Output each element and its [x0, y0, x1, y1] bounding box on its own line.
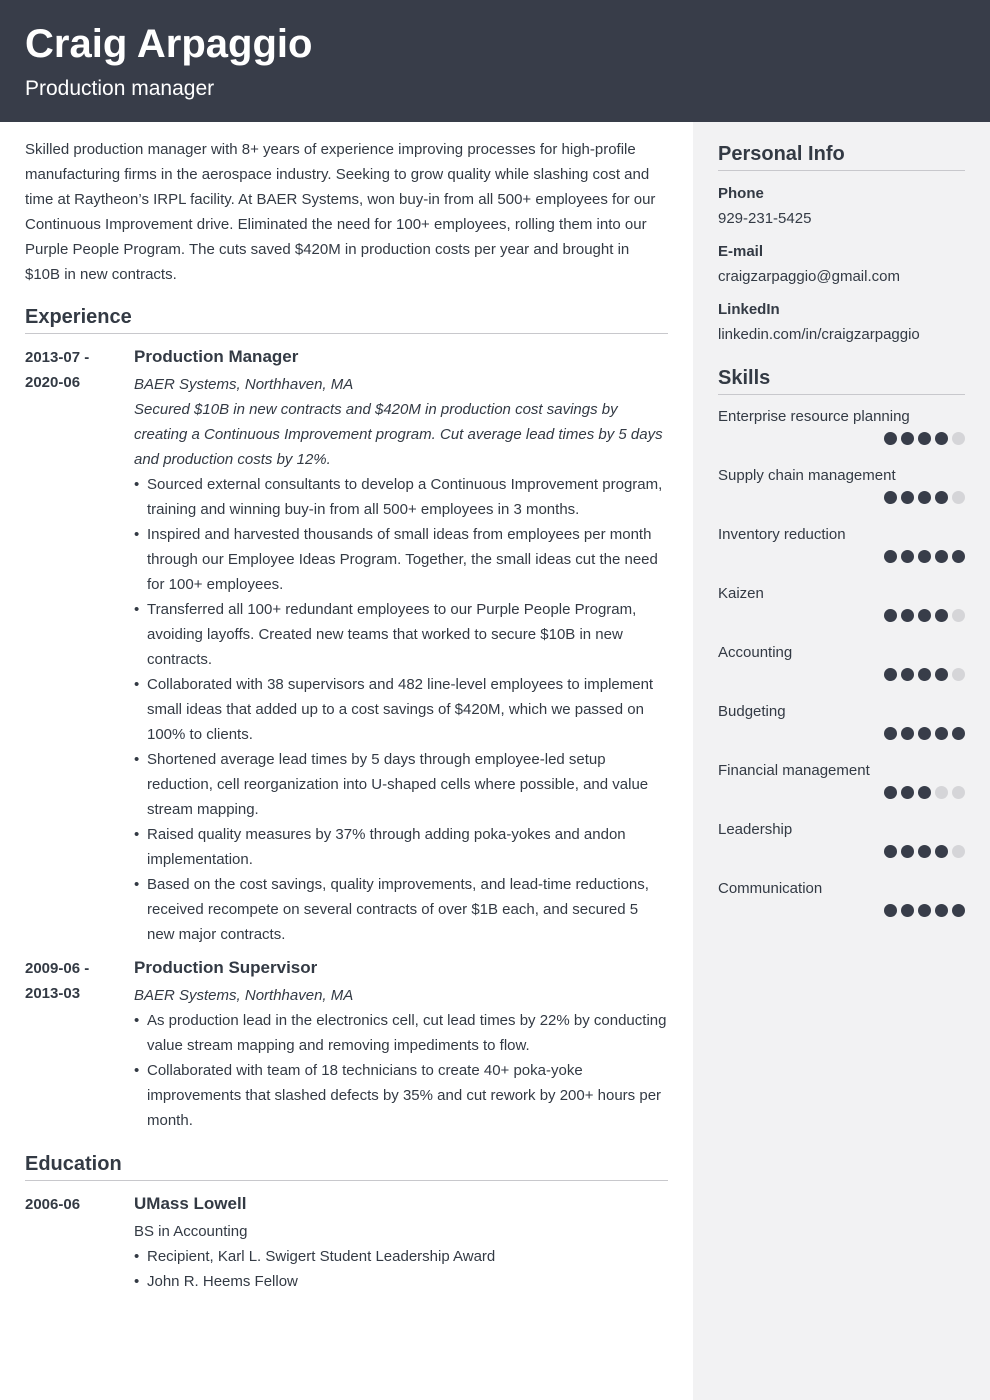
skill-rating	[884, 904, 965, 917]
skill-rating	[884, 491, 965, 504]
school-name: UMass Lowell	[134, 1194, 247, 1213]
rating-dot-filled	[935, 845, 948, 858]
rating-dot-filled	[884, 845, 897, 858]
skill-item	[718, 879, 965, 938]
rating-dot-empty	[952, 491, 965, 504]
rating-dot-empty	[952, 845, 965, 858]
rating-dot-filled	[884, 491, 897, 504]
phone-label: Phone	[718, 185, 764, 202]
rating-dot-filled	[901, 904, 914, 917]
list-item: • Inspired and harvested thousands of small ideas from employees per month through our Employee Ideas Program. Together, the small ideas cut the need for 100+ employees.	[134, 522, 668, 597]
experience-dates	[25, 345, 134, 947]
skills-heading: Skills	[718, 366, 965, 395]
email-value: craigzarpaggio@gmail.com	[718, 268, 900, 285]
rating-dot-filled	[935, 432, 948, 445]
main-column	[25, 137, 668, 1294]
experience-heading: Experience	[25, 305, 668, 334]
rating-dot-filled	[935, 668, 948, 681]
rating-dot-filled	[935, 609, 948, 622]
rating-dot-filled	[918, 668, 931, 681]
experience-dates	[25, 956, 134, 1133]
rating-dot-empty	[935, 786, 948, 799]
rating-dot-empty	[952, 668, 965, 681]
candidate-title: Production manager	[25, 77, 215, 100]
rating-dot-empty	[952, 786, 965, 799]
skill-name: Leadership	[718, 821, 793, 838]
rating-dot-filled	[918, 550, 931, 563]
rating-dot-filled	[884, 904, 897, 917]
rating-dot-filled	[884, 609, 897, 622]
skill-name: Accounting	[718, 644, 793, 661]
job-description: Secured $10B in new contracts and $420M in production cost savings by creating a Continuous Improvement program. Cut average lead times by 5 days and production costs by 12%.	[134, 401, 663, 468]
email-label: E-mail	[718, 243, 764, 260]
skill-name: Supply chain management	[718, 467, 896, 484]
rating-dot-filled	[901, 727, 914, 740]
rating-dot-filled	[918, 786, 931, 799]
company: BAER Systems, Northhaven, MA	[134, 376, 354, 393]
experience-entry	[25, 956, 668, 1133]
linkedin-value: linkedin.com/in/craigzarpaggio	[718, 326, 920, 343]
degree: BS in Accounting	[134, 1223, 248, 1240]
rating-dot-filled	[884, 727, 897, 740]
rating-dot-filled	[952, 550, 965, 563]
education-heading: Education	[25, 1152, 668, 1181]
list-item: • Shortened average lead times by 5 days through employee-led setup reduction, cell reorganization into U-shaped cells where possible, and value stream mapping.	[134, 747, 668, 822]
list-item: • Based on the cost savings, quality improvements, and lead-time reductions, received recompete on several contracts of over $1B each, and secured 5 new major contracts.	[134, 872, 668, 947]
skill-rating	[884, 786, 965, 799]
rating-dot-filled	[935, 491, 948, 504]
skill-rating	[884, 432, 965, 445]
skill-name: Enterprise resource planning	[718, 408, 910, 425]
rating-dot-filled	[901, 668, 914, 681]
rating-dot-filled	[901, 432, 914, 445]
rating-dot-filled	[952, 727, 965, 740]
job-bullets	[134, 1008, 668, 1133]
rating-dot-filled	[901, 609, 914, 622]
skill-item	[718, 820, 965, 879]
rating-dot-filled	[901, 550, 914, 563]
rating-dot-filled	[935, 904, 948, 917]
skill-rating	[884, 668, 965, 681]
skill-rating	[884, 727, 965, 740]
summary: Skilled production manager with 8+ years of experience improving processes for high-profile manufacturing firms in the aerospace industry. Seeking to grow quality while slashing cost and time at Raytheon’s IRPL facility. At BAER Systems, won buy-in from all 500+ employees for our Continuous Improvement drive. Eliminated the need for 100+ employees, rolling them into our Purple People Program. The cuts saved $420M in production costs per year and brought in $10B in new contracts.	[25, 141, 656, 283]
personal-info-section	[718, 142, 965, 345]
skill-name: Communication	[718, 880, 823, 897]
job-title: Production Supervisor	[134, 958, 318, 977]
education-bullets	[134, 1244, 668, 1294]
list-item: • Raised quality measures by 37% through adding poka-yokes and andon implementation.	[134, 822, 668, 872]
list-item: • Collaborated with 38 supervisors and 482 line-level employees to implement small ideas that added up to a cost savings of $420M, which we passed on 100% to clients.	[134, 672, 668, 747]
rating-dot-filled	[884, 550, 897, 563]
list-item: • Transferred all 100+ redundant employees to our Purple People Program, avoiding layoffs. Created new teams that worked to secure $10B in new contracts.	[134, 597, 668, 672]
date-start: 2009-06 -	[25, 960, 90, 977]
phone-value: 929-231-5425	[718, 210, 812, 227]
skill-rating	[884, 845, 965, 858]
rating-dot-filled	[884, 432, 897, 445]
education-entry	[25, 1192, 668, 1294]
skill-rating	[884, 550, 965, 563]
linkedin-label: LinkedIn	[718, 301, 780, 318]
skills-section	[718, 366, 965, 938]
skill-name: Inventory reduction	[718, 526, 846, 543]
skills-list	[718, 407, 965, 938]
rating-dot-empty	[952, 432, 965, 445]
rating-dot-empty	[952, 609, 965, 622]
skill-item	[718, 584, 965, 643]
rating-dot-filled	[952, 904, 965, 917]
candidate-name: Craig Arpaggio	[25, 22, 313, 66]
skill-item	[718, 525, 965, 584]
list-item: • Recipient, Karl L. Swigert Student Leadership Award	[134, 1244, 668, 1269]
resume-header	[0, 0, 990, 122]
skill-name: Financial management	[718, 762, 870, 779]
rating-dot-filled	[901, 786, 914, 799]
job-title: Production Manager	[134, 347, 299, 366]
rating-dot-filled	[935, 550, 948, 563]
list-item: • As production lead in the electronics cell, cut lead times by 22% by conducting value stream mapping and removing impediments to flow.	[134, 1008, 668, 1058]
skill-item	[718, 407, 965, 466]
rating-dot-filled	[884, 786, 897, 799]
skill-rating	[884, 609, 965, 622]
rating-dot-filled	[918, 904, 931, 917]
skill-item	[718, 761, 965, 820]
job-bullets	[134, 472, 668, 947]
date-end: 2020-06	[25, 374, 81, 391]
rating-dot-filled	[918, 727, 931, 740]
rating-dot-filled	[884, 668, 897, 681]
personal-info-heading: Personal Info	[718, 142, 965, 171]
rating-dot-filled	[918, 609, 931, 622]
list-item: • Sourced external consultants to develop a Continuous Improvement program, training and winning buy-in from all 500+ employees in 3 months.	[134, 472, 668, 522]
experience-entry	[25, 345, 668, 947]
rating-dot-filled	[935, 727, 948, 740]
rating-dot-filled	[918, 491, 931, 504]
skill-name: Budgeting	[718, 703, 786, 720]
education-date: 2006-06	[25, 1196, 81, 1213]
skill-item	[718, 702, 965, 761]
date-start: 2013-07 -	[25, 349, 90, 366]
date-end: 2013-03	[25, 985, 81, 1002]
list-item: • Collaborated with team of 18 technicians to create 40+ poka-yoke improvements that slashed defects by 35% and cut rework by 200+ hours per month.	[134, 1058, 668, 1133]
skill-item	[718, 466, 965, 525]
rating-dot-filled	[901, 845, 914, 858]
skill-name: Kaizen	[718, 585, 764, 602]
rating-dot-filled	[918, 432, 931, 445]
rating-dot-filled	[918, 845, 931, 858]
skill-item	[718, 643, 965, 702]
list-item: • John R. Heems Fellow	[134, 1269, 668, 1294]
company: BAER Systems, Northhaven, MA	[134, 987, 354, 1004]
rating-dot-filled	[901, 491, 914, 504]
